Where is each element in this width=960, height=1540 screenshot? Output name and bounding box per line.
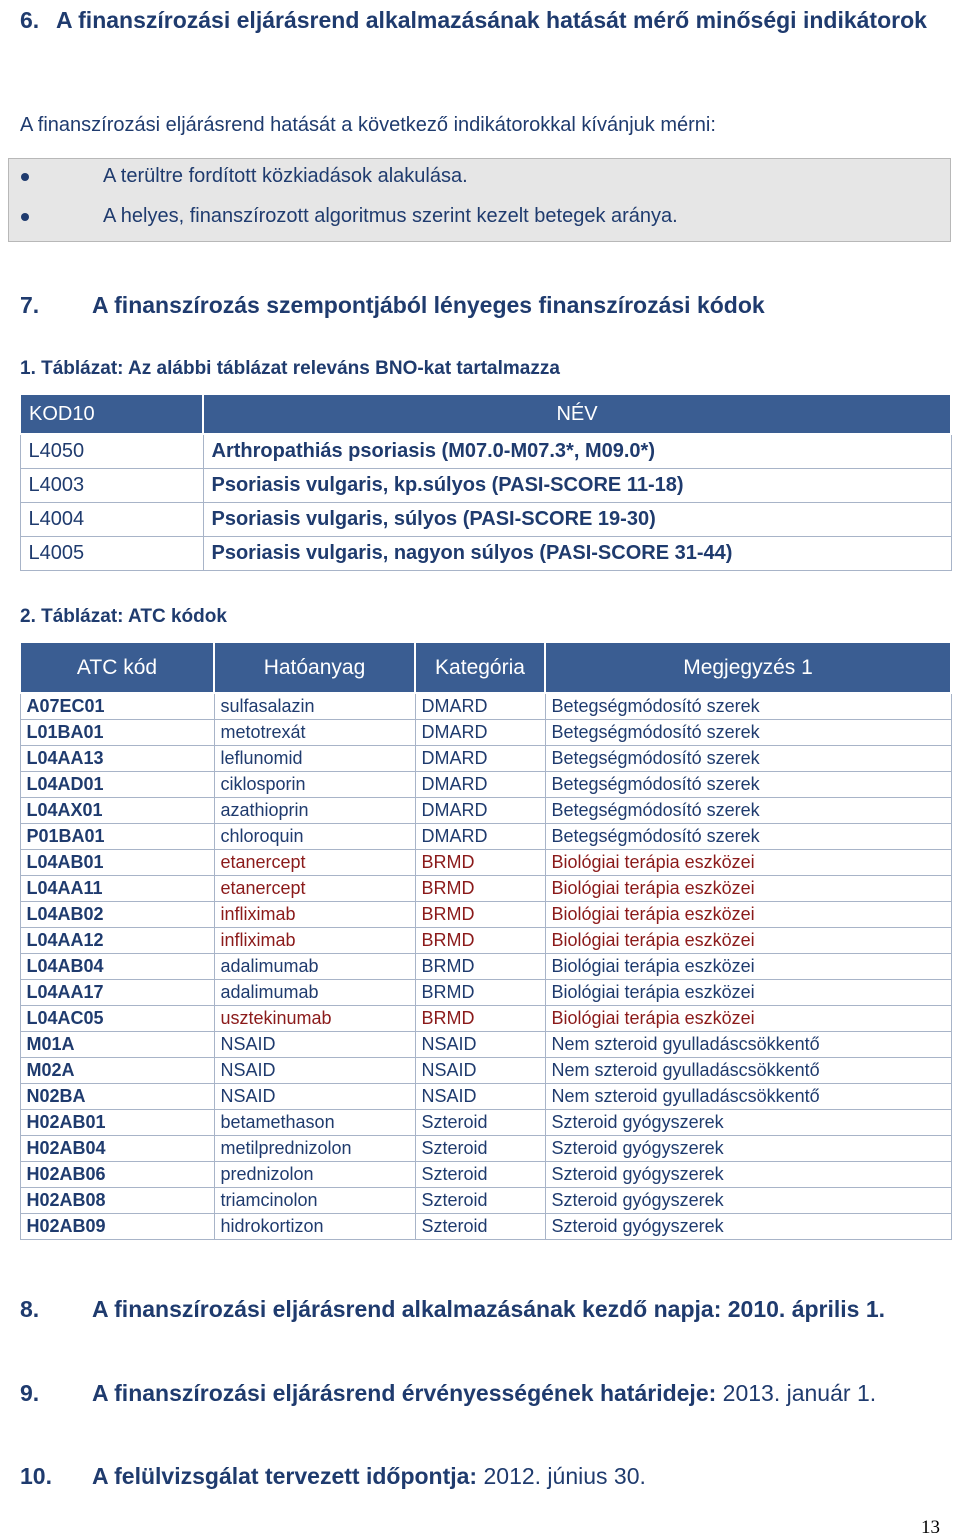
atc-code: L04AB04 <box>20 954 214 980</box>
table-row <box>20 1136 951 1162</box>
active-ingredient: metilprednizolon <box>214 1136 415 1162</box>
table-row <box>20 469 951 503</box>
table-row <box>20 1188 951 1214</box>
section-6-heading <box>20 0 940 40</box>
table-row <box>20 902 951 928</box>
note: Betegségmódosító szerek <box>545 720 951 746</box>
category: NSAID <box>415 1032 545 1058</box>
category: BRMD <box>415 980 545 1006</box>
atc-code: M01A <box>20 1032 214 1058</box>
category: BRMD <box>415 850 545 876</box>
atc-code: L04AD01 <box>20 772 214 798</box>
table-row <box>20 693 951 720</box>
category: Szteroid <box>415 1110 545 1136</box>
category: NSAID <box>415 1084 545 1110</box>
bno-table <box>19 393 952 571</box>
note: Betegségmódosító szerek <box>545 746 951 772</box>
bno-name: Arthropathiás psoriasis (M07.0-M07.3*, M09.0*) <box>203 434 951 469</box>
note: Nem szteroid gyulladáscsökkentő <box>545 1084 951 1110</box>
category: BRMD <box>415 1006 545 1032</box>
section-10-date: 2012. június 30. <box>477 1463 646 1489</box>
table-row <box>20 503 951 537</box>
table-row <box>20 1110 951 1136</box>
active-ingredient: betamethason <box>214 1110 415 1136</box>
note: Biológiai terápia eszközei <box>545 902 951 928</box>
bno-name: Psoriasis vulgaris, nagyon súlyos (PASI-SCORE 31-44) <box>203 537 951 571</box>
note: Betegségmódosító szerek <box>545 798 951 824</box>
atc-code: L01BA01 <box>20 720 214 746</box>
table-row <box>20 928 951 954</box>
category: Szteroid <box>415 1214 545 1240</box>
table-row <box>20 824 951 850</box>
table-row <box>20 1084 951 1110</box>
table-row <box>20 1214 951 1240</box>
indicator-text: A helyes, finanszírozott algoritmus szerint kezelt betegek aránya. <box>103 205 678 227</box>
atc-code: H02AB06 <box>20 1162 214 1188</box>
note: Biológiai terápia eszközei <box>545 928 951 954</box>
section-6-intro: A finanszírozási eljárásrend hatását a következő indikátorokkal kívánjuk mérni: <box>20 114 716 136</box>
section-10-number: 10. <box>20 1463 52 1489</box>
bno-name: Psoriasis vulgaris, súlyos (PASI-SCORE 19-30) <box>203 503 951 537</box>
section-6-title: A finanszírozási eljárásrend alkalmazásának hatását mérő minőségi indikátorok <box>56 7 927 33</box>
table-1-caption: 1. Táblázat: Az alábbi táblázat releváns BNO-kat tartalmazza <box>20 358 560 379</box>
table-row <box>20 537 951 571</box>
table-row <box>20 772 951 798</box>
atc-code: M02A <box>20 1058 214 1084</box>
category: Szteroid <box>415 1188 545 1214</box>
active-ingredient: leflunomid <box>214 746 415 772</box>
section-7-number: 7. <box>20 292 40 318</box>
category: BRMD <box>415 876 545 902</box>
category: BRMD <box>415 902 545 928</box>
category: NSAID <box>415 1058 545 1084</box>
active-ingredient: azathioprin <box>214 798 415 824</box>
active-ingredient: adalimumab <box>214 954 415 980</box>
table-row <box>20 980 951 1006</box>
atc-code: L04AB02 <box>20 902 214 928</box>
column-header: KOD10 <box>20 394 203 434</box>
active-ingredient: metotrexát <box>214 720 415 746</box>
section-6-number: 6. <box>20 7 40 33</box>
table-row <box>20 1162 951 1188</box>
indicator-text: A terültre fordított közkiadások alakulása. <box>103 165 468 187</box>
active-ingredient: sulfasalazin <box>214 693 415 720</box>
note: Biológiai terápia eszközei <box>545 954 951 980</box>
category: BRMD <box>415 954 545 980</box>
table-row <box>20 1058 951 1084</box>
active-ingredient: chloroquin <box>214 824 415 850</box>
table-header-row <box>20 642 951 693</box>
atc-code: L04AA12 <box>20 928 214 954</box>
category: DMARD <box>415 720 545 746</box>
atc-code: L04AB01 <box>20 850 214 876</box>
note: Nem szteroid gyulladáscsökkentő <box>545 1058 951 1084</box>
note: Szteroid gyógyszerek <box>545 1162 951 1188</box>
category: Szteroid <box>415 1162 545 1188</box>
active-ingredient: usztekinumab <box>214 1006 415 1032</box>
indicator-box <box>8 158 951 242</box>
page-number: 13 <box>921 1517 940 1538</box>
atc-code: L04AC05 <box>20 1006 214 1032</box>
table-row <box>20 746 951 772</box>
column-header: ATC kód <box>20 642 214 693</box>
active-ingredient: etanercept <box>214 876 415 902</box>
table-row <box>20 850 951 876</box>
table-header-row <box>20 394 951 434</box>
active-ingredient: prednizolon <box>214 1162 415 1188</box>
section-10-title: A felülvizsgálat tervezett időpontja: <box>92 1463 478 1489</box>
bno-code: L4005 <box>20 537 203 571</box>
bno-name: Psoriasis vulgaris, kp.súlyos (PASI-SCORE 11-18) <box>203 469 951 503</box>
table-2-caption: 2. Táblázat: ATC kódok <box>20 606 227 627</box>
bullet-icon <box>21 213 29 221</box>
column-header: Hatóanyag <box>214 642 415 693</box>
atc-table-body <box>20 693 951 1240</box>
note: Szteroid gyógyszerek <box>545 1110 951 1136</box>
atc-code: A07EC01 <box>20 693 214 720</box>
atc-code: L04AA13 <box>20 746 214 772</box>
bno-code: L4003 <box>20 469 203 503</box>
atc-code: H02AB04 <box>20 1136 214 1162</box>
note: Betegségmódosító szerek <box>545 824 951 850</box>
active-ingredient: ciklosporin <box>214 772 415 798</box>
bno-code: L4050 <box>20 434 203 469</box>
column-header: Megjegyzés 1 <box>545 642 951 693</box>
active-ingredient: infliximab <box>214 902 415 928</box>
active-ingredient: hidrokortizon <box>214 1214 415 1240</box>
table-row <box>20 720 951 746</box>
table-row <box>20 876 951 902</box>
section-9-date: 2013. január 1. <box>716 1380 877 1406</box>
category: DMARD <box>415 798 545 824</box>
bno-code: L4004 <box>20 503 203 537</box>
table-row <box>20 434 951 469</box>
atc-code: L04AA17 <box>20 980 214 1006</box>
note: Szteroid gyógyszerek <box>545 1136 951 1162</box>
category: DMARD <box>415 693 545 720</box>
bullet-icon <box>21 173 29 181</box>
atc-code: H02AB09 <box>20 1214 214 1240</box>
atc-table <box>19 641 952 1240</box>
active-ingredient: triamcinolon <box>214 1188 415 1214</box>
note: Biológiai terápia eszközei <box>545 850 951 876</box>
column-header: NÉV <box>203 394 951 434</box>
active-ingredient: NSAID <box>214 1084 415 1110</box>
category: DMARD <box>415 772 545 798</box>
table-row <box>20 798 951 824</box>
note: Betegségmódosító szerek <box>545 772 951 798</box>
active-ingredient: adalimumab <box>214 980 415 1006</box>
section-9-number: 9. <box>20 1380 40 1406</box>
atc-code: H02AB08 <box>20 1188 214 1214</box>
category: BRMD <box>415 928 545 954</box>
note: Biológiai terápia eszközei <box>545 1006 951 1032</box>
table-row <box>20 954 951 980</box>
note: Szteroid gyógyszerek <box>545 1188 951 1214</box>
atc-code: H02AB01 <box>20 1110 214 1136</box>
active-ingredient: infliximab <box>214 928 415 954</box>
active-ingredient: NSAID <box>214 1058 415 1084</box>
table-row <box>20 1032 951 1058</box>
section-7-title: A finanszírozás szempontjából lényeges finanszírozási kódok <box>92 292 765 318</box>
category: DMARD <box>415 824 545 850</box>
note: Biológiai terápia eszközei <box>545 876 951 902</box>
atc-code: N02BA <box>20 1084 214 1110</box>
section-8-number: 8. <box>20 1296 40 1322</box>
category: DMARD <box>415 746 545 772</box>
note: Betegségmódosító szerek <box>545 693 951 720</box>
section-8-title: A finanszírozási eljárásrend alkalmazásának kezdő napja: 2010. április 1. <box>92 1296 886 1322</box>
column-header: Kategória <box>415 642 545 693</box>
active-ingredient: NSAID <box>214 1032 415 1058</box>
category: Szteroid <box>415 1136 545 1162</box>
atc-code: P01BA01 <box>20 824 214 850</box>
atc-code: L04AX01 <box>20 798 214 824</box>
section-9-title: A finanszírozási eljárásrend érvényességének határideje: <box>92 1380 717 1406</box>
note: Biológiai terápia eszközei <box>545 980 951 1006</box>
atc-code: L04AA11 <box>20 876 214 902</box>
note: Nem szteroid gyulladáscsökkentő <box>545 1032 951 1058</box>
table-row <box>20 1006 951 1032</box>
note: Szteroid gyógyszerek <box>545 1214 951 1240</box>
active-ingredient: etanercept <box>214 850 415 876</box>
